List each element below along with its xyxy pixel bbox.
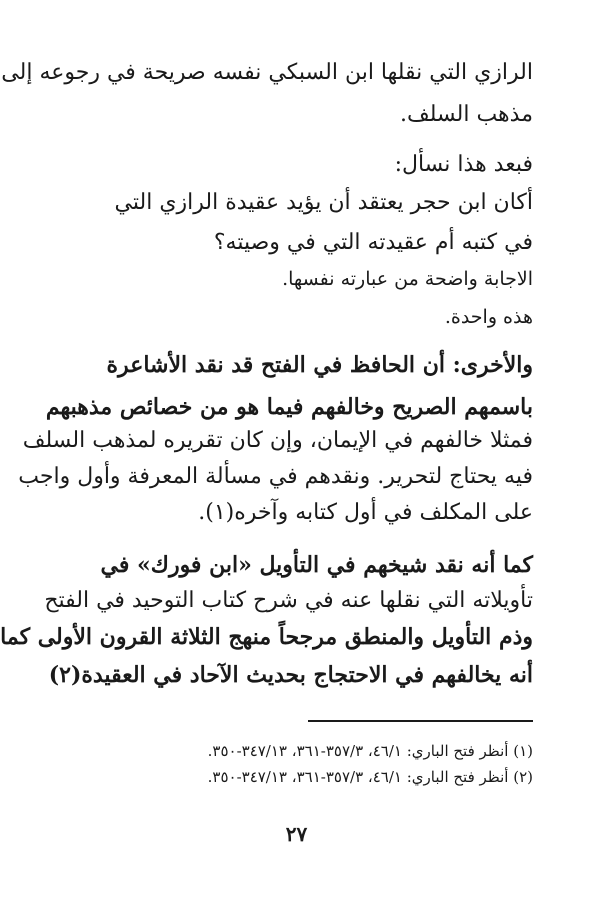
text-line: فمثلا خالفهم في الإيمان، وإن كان تقريره لمذهب السلف: [22, 428, 533, 453]
text-line: الاجابة واضحة من عبارته نفسها.: [282, 268, 533, 290]
text-line: في كتبه أم عقيدته التي في وصيته؟: [213, 230, 533, 255]
text-line: الرازي التي نقلها ابن السبكي نفسه صريحة في رجوعه إلى: [1, 60, 533, 85]
text-line: باسمهم الصريح وخالفهم فيما هو من خصائص مذهبهم: [45, 394, 533, 420]
text-line: تأويلاته التي نقلها عنه في شرح كتاب التوحيد في الفتح: [44, 588, 533, 613]
text-line: كما أنه نقد شيخهم في التأويل «ابن فورك» في: [100, 552, 533, 578]
text-line: هذه واحدة.: [444, 306, 533, 328]
text-line: والأخرى: أن الحافظ في الفتح قد نقد الأشاعرة: [106, 352, 533, 378]
text-line: على المكلف في أول كتابه وآخره(١).: [198, 500, 533, 525]
footnote-1: (١) أنظر فتح الباري: ٤٦/١، ٣٥٧/٣-٣٦١، ٣٤٧/١٣-٣٥٠.: [207, 742, 533, 760]
text-line: فبعد هذا نسأل:: [394, 152, 533, 177]
text-line: مذهب السلف.: [399, 102, 533, 127]
text-line: أنه يخالفهم في الاحتجاج بحديث الآحاد في العقيدة(٢): [48, 662, 533, 688]
footnote-2: (٢) أنظر فتح الباري: ٤٦/١، ٣٥٧/٣-٣٦١، ٣٤٧/١٣-٣٥٠.: [207, 768, 533, 786]
text-line: أكان ابن حجر يعتقد أن يؤيد عقيدة الرازي التي: [114, 190, 533, 215]
footnote-divider: [308, 720, 533, 722]
page-number: ٢٧: [285, 822, 308, 846]
text-line: وذم التأويل والمنطق مرجحاً منهج الثلاثة القرون الأولى كما: [0, 624, 533, 650]
text-line: فيه يحتاج لتحرير. ونقدهم في مسألة المعرفة وأول واجب: [18, 464, 533, 489]
